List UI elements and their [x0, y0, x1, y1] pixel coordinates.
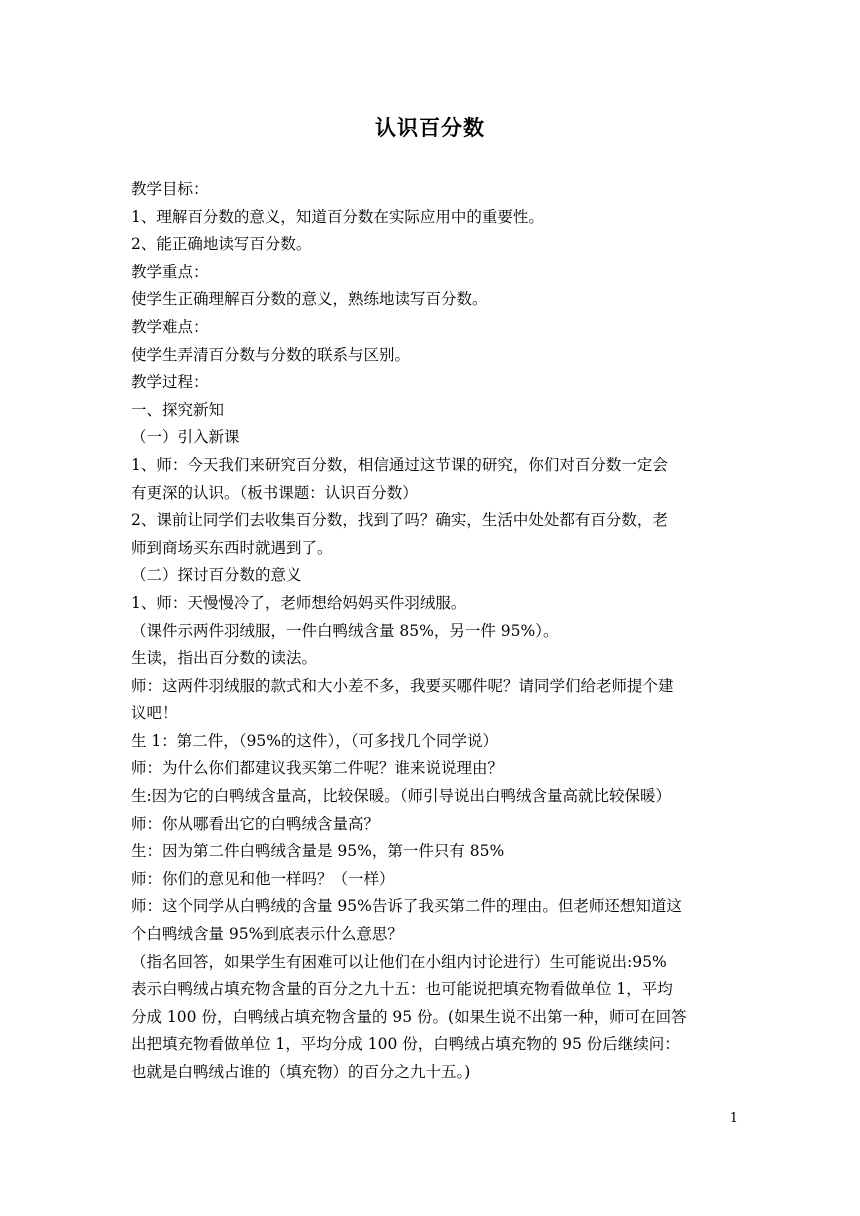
- text-line: 使学生弄清百分数与分数的联系与区别。: [131, 345, 411, 364]
- page-number: 1: [729, 1111, 738, 1126]
- text-line: 师：你们的意见和他一样吗？（一样）: [131, 869, 395, 888]
- text-line: 2、能正确地读写百分数。: [131, 235, 312, 254]
- text-line: 教学重点：: [131, 262, 209, 281]
- text-line: 也就是白鸭绒占谁的（填充物）的百分之九十五。): [131, 1063, 471, 1081]
- text-line: 出把填充物看做单位 1，平均分成 100 份，白鸭绒占填充物的 95 份后继续问：: [131, 1035, 680, 1054]
- text-line: 师：这个同学从白鸭绒的含量 95%告诉了我买第二件的理由。但老师还想知道这: [131, 897, 682, 916]
- text-line: 生:因为它的白鸭绒含量高，比较保暖。（师引导说出白鸭绒含量高就比较保暖）: [131, 787, 671, 806]
- text-line: 师：你从哪看出它的白鸭绒含量高？: [131, 814, 380, 833]
- text-line: 教学目标：: [131, 180, 209, 198]
- text-line: 生读，指出百分数的读法。: [131, 649, 318, 668]
- text-line: 生：因为第二件白鸭绒含量是 95%，第一件只有 85%: [131, 842, 505, 861]
- text-line: （指名回答，如果学生有困难可以让他们在小组内讨论进行）生可能说出:95%: [131, 952, 667, 971]
- text-line: 师：这两件羽绒服的款式和大小差不多，我要买哪件呢？请同学们给老师提个建: [131, 676, 674, 695]
- text-line: 生 1：第二件，（95%的这件），（可多找几个同学说）: [131, 731, 498, 750]
- document-title: 认识百分数: [375, 116, 485, 140]
- text-line: 师到商场买东西时就遇到了。: [131, 538, 333, 557]
- text-line: （课件示两件羽绒服，一件白鸭绒含量 85%，另一件 95%）。: [131, 621, 559, 640]
- text-line: 2、课前让同学们去收集百分数，找到了吗？确实，生活中处处都有百分数，老: [131, 511, 668, 530]
- text-line: 一、探究新知: [131, 400, 225, 419]
- text-line: 议吧！: [131, 704, 178, 723]
- text-line: 个白鸭绒含量 95%到底表示什么意思？: [131, 925, 403, 944]
- text-line: 教学难点：: [131, 317, 209, 336]
- text-line: 分成 100 份，白鸭绒占填充物含量的 95 份。(如果生说不出第一种，师可在回答: [131, 1007, 687, 1026]
- text-line: 1、师：今天我们来研究百分数，相信通过这节课的研究，你们对百分数一定会: [131, 455, 668, 474]
- text-line: 1、理解百分数的意义，知道百分数在实际应用中的重要性。: [131, 207, 544, 226]
- text-line: 使学生正确理解百分数的意义，熟练地读写百分数。: [131, 290, 488, 309]
- text-line: 有更深的认识。（板书课题：认识百分数）: [131, 483, 418, 502]
- text-line: 教学过程：: [131, 373, 209, 392]
- text-line: 1、师：天慢慢冷了，老师想给妈妈买件羽绒服。: [131, 593, 467, 612]
- document-body: [131, 176, 731, 1087]
- text-line: 师：为什么你们都建议我买第二件呢？谁来说说理由？: [131, 759, 504, 778]
- text-line: 表示白鸭绒占填充物含量的百分之九十五：也可能说把填充物看做单位 1，平均: [131, 980, 673, 999]
- text-line: （一）引入新课: [131, 428, 240, 447]
- text-line: （二）探讨百分数的意义: [131, 566, 302, 585]
